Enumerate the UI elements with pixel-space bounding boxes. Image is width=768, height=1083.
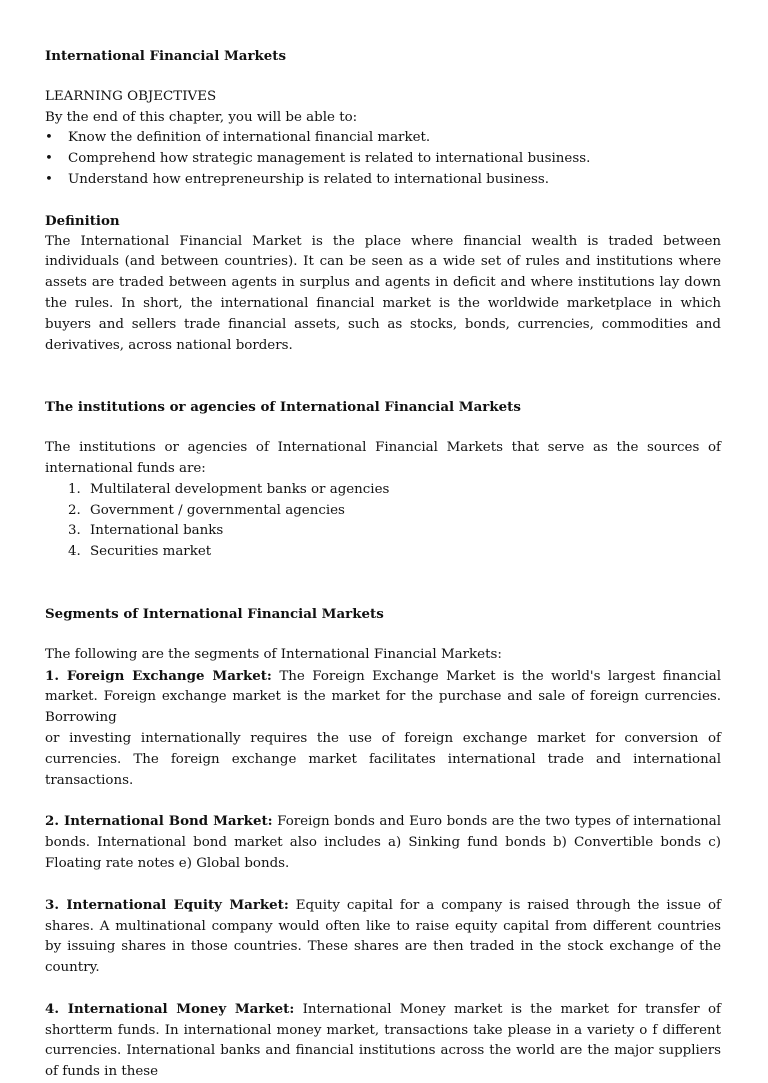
- definition-body: The International Financial Market is the place where financial wealth is traded between individuals (and between countries). It can be seen as a wide set of rules and institutions where assets are traded between agents in surplus and agents in deficit and where institutions lay down the rules. In short, the international financial market is the worldwide marketplace in which buyers and sellers trade financial assets, such as stocks, bonds, currencies, commodities and derivatives, across national borders.: [45, 233, 721, 353]
- objectives-intro: By the end of this chapter, you will be able to:: [45, 109, 358, 125]
- definition-heading: Definition: [45, 212, 120, 229]
- list-item: 1. Multilateral development banks or agencies: [68, 481, 390, 497]
- segment-forex-paragraph: 1. Foreign Exchange Market: The Foreign Exchange Market is the world's largest financial market. Foreign exchange market is the market for the purchase and sale of foreign currencies. Borrowing: [45, 667, 721, 726]
- list-item: • Understand how entrepreneurship is related to international business.: [45, 170, 721, 191]
- segments-intro: The following are the segments of International Financial Markets:: [45, 646, 502, 662]
- segment-money-paragraph: 4. International Money Market: International Money market is the market for transfer of shortterm funds. In international money market, transactions take please in a variety o f different currencies. International banks and financial institutions across the world are the major suppliers of funds in these: [45, 1000, 722, 1080]
- document-title: International Financial Markets: [45, 48, 287, 64]
- objectives-heading: LEARNING OBJECTIVES: [45, 88, 217, 104]
- bullet-icon: •: [45, 130, 53, 146]
- segment-equity-paragraph: 3. International Equity Market: Equity capital for a company is raised through the issue of shares. A multinational company would often like to raise equity capital from different countries by issuing shares in those countries. These shares are then traded in the stock exchange of the country.: [45, 896, 721, 976]
- segments-heading: Segments of International Financial Markets: [45, 605, 384, 622]
- institutions-heading: The institutions or agencies of International Financial Markets: [45, 399, 521, 416]
- list-item: • Know the definition of international financial market.: [45, 128, 721, 149]
- segment-forex-label: 1. Foreign Exchange Market:: [45, 667, 272, 684]
- segment-forex-continuation: or investing internationally requires the use of foreign exchange market for conversion of currencies. The foreign exchange market facilitates international trade and international transactions.: [45, 730, 721, 788]
- segment-bond-label: 2. International Bond Market:: [45, 813, 273, 830]
- institutions-list: [45, 480, 721, 563]
- segment-money-label: 4. International Money Market:: [45, 1000, 295, 1017]
- institutions-intro: The institutions or agencies of International Financial Markets that serve as the sources of international funds are:: [45, 440, 721, 476]
- list-item: 3. International banks: [68, 523, 224, 539]
- objectives-list: [45, 128, 721, 190]
- bullet-icon: •: [45, 171, 53, 187]
- document-content: [45, 46, 721, 1083]
- list-item: • Comprehend how strategic management is related to international business.: [45, 149, 721, 170]
- bullet-icon: •: [45, 151, 53, 167]
- segment-equity-label: 3. International Equity Market:: [45, 896, 289, 913]
- segment-bond-paragraph: 2. International Bond Market: Foreign bonds and Euro bonds are the two types of international bonds. International bond market also includes a) Sinking fund bonds b) Convertible bonds c) Floating rate notes e) Global bonds.: [45, 813, 721, 871]
- list-item: 4. Securities market: [68, 544, 212, 560]
- list-item: 2. Government / governmental agencies: [68, 502, 345, 518]
